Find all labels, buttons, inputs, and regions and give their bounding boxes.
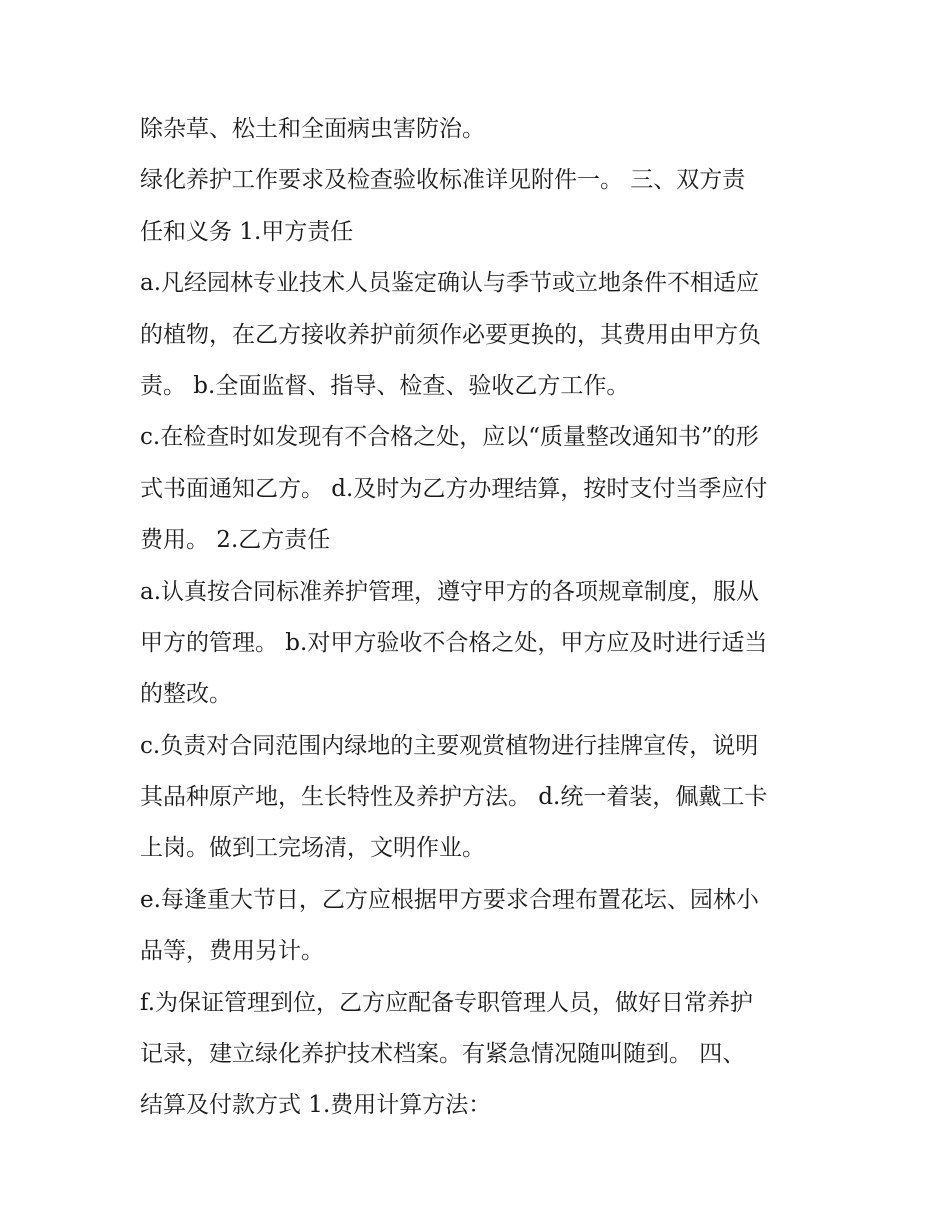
text-line: 除杂草、松土和全面病虫害防治。 [140, 116, 485, 142]
text-line: 结算及付款方式 1.费用计算方法： [140, 1092, 492, 1119]
text-line: a.凡经园林专业技术人员鉴定确认与季节或立地条件不相适应 [140, 270, 760, 297]
text-line: a.认真按合同标准养护管理，遵守甲方的各项规章制度，服从 [140, 578, 760, 605]
text-line: 责。 b.全面监督、指导、检查、验收乙方工作。 [140, 372, 630, 399]
text-line: 记录，建立绿化养护技术档案。有紧急情况随叫随到。 四、 [140, 1041, 746, 1068]
text-line: 的整改。 [140, 681, 232, 708]
text-line: 任和义务 1.甲方责任 [140, 218, 354, 245]
text-line: f.为保证管理到位，乙方应配备专职管理人员，做好日常养护 [140, 989, 754, 1016]
text-line: 品等，费用另计。 [140, 938, 324, 965]
text-line: 式书面通知乙方。 d.及时为乙方办理结算，按时支付当季应付 [140, 475, 768, 502]
text-line: 的植物，在乙方接收养护前须作必要更换的，其费用由甲方负 [140, 321, 761, 348]
text-line: 上岗。做到工完场清，文明作业。 [140, 835, 485, 862]
text-line: c.负责对合同范围内绿地的主要观赏植物进行挂牌宣传，说明 [140, 732, 759, 759]
text-line: 绿化养护工作要求及检查验收标准详见附件一。 三、双方责 [140, 167, 746, 194]
document-body [140, 108, 830, 1136]
text-line: 费用。 2.乙方责任 [140, 527, 331, 554]
text-line: 其品种原产地，生长特性及养护方法。 d.统一着装，佩戴工卡 [140, 784, 768, 811]
text-line: e.每逢重大节日，乙方应根据甲方要求合理布置花坛、园林小 [140, 886, 759, 913]
text-line: c.在检查时如发现有不合格之处，应以“质量整改通知书”的形 [140, 424, 759, 451]
text-line: 甲方的管理。 b.对甲方验收不合格之处，甲方应及时进行适当 [140, 629, 768, 656]
